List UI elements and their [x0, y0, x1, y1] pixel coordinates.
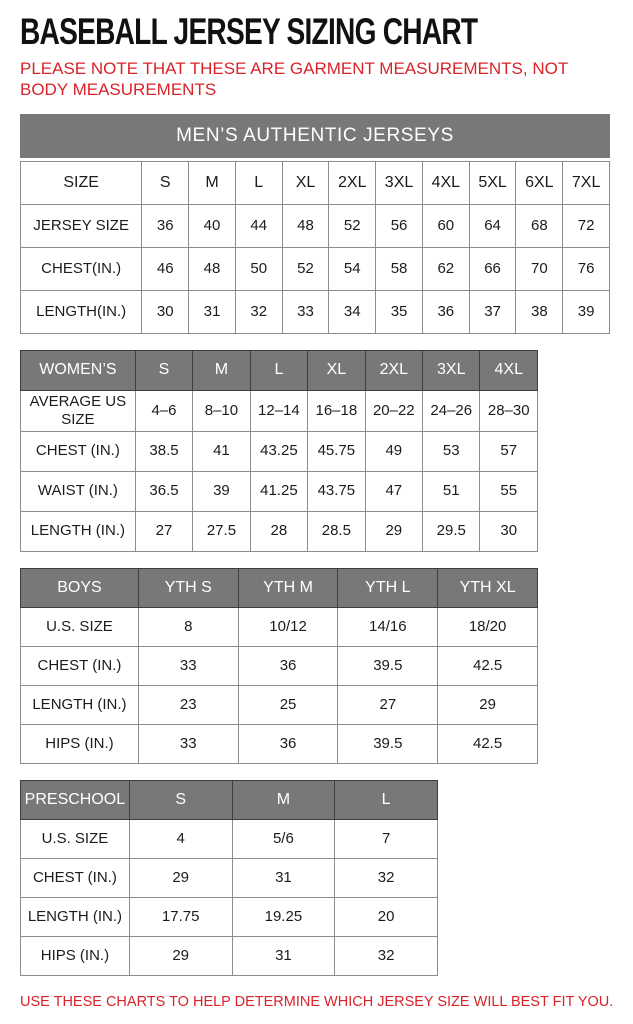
- mens-authentic-jerseys-banner: MEN’S AUTHENTIC JERSEYS: [20, 114, 610, 158]
- size-value-cell: 43.25: [250, 431, 307, 471]
- size-value-cell: 36: [238, 646, 338, 685]
- size-value-cell: 24–26: [423, 390, 480, 431]
- table-row: [21, 204, 610, 247]
- size-value-cell: 12–14: [250, 390, 307, 431]
- column-header: M: [193, 350, 250, 390]
- size-value-cell: 39: [193, 471, 250, 511]
- column-header: M: [189, 161, 236, 204]
- size-value-cell: 45.75: [308, 431, 365, 471]
- table-row: [21, 858, 438, 897]
- row-label: U.S. SIZE: [21, 607, 139, 646]
- size-value-cell: 48: [282, 204, 329, 247]
- size-value-cell: 49: [365, 431, 422, 471]
- size-value-cell: 20–22: [365, 390, 422, 431]
- size-value-cell: 34: [329, 290, 376, 333]
- column-header: YTH M: [238, 568, 338, 607]
- size-value-cell: 16–18: [308, 390, 365, 431]
- size-value-cell: 30: [480, 511, 538, 551]
- column-header: YTH L: [338, 568, 438, 607]
- table-title-cell: WOMEN’S: [21, 350, 136, 390]
- row-label: JERSEY SIZE: [21, 204, 142, 247]
- table-row: [21, 819, 438, 858]
- table-row: [21, 936, 438, 975]
- size-value-cell: 43.75: [308, 471, 365, 511]
- size-value-cell: 36.5: [135, 471, 192, 511]
- table-row: [21, 685, 538, 724]
- column-header: 2XL: [365, 350, 422, 390]
- size-value-cell: 44: [235, 204, 282, 247]
- table-row: [21, 290, 610, 333]
- size-value-cell: 25: [238, 685, 338, 724]
- row-label: LENGTH (IN.): [21, 511, 136, 551]
- size-value-cell: 57: [480, 431, 538, 471]
- size-value-cell: 41: [193, 431, 250, 471]
- size-value-cell: 8–10: [193, 390, 250, 431]
- size-value-cell: 29: [365, 511, 422, 551]
- size-value-cell: 32: [335, 936, 438, 975]
- size-value-cell: 60: [422, 204, 469, 247]
- size-value-cell: 52: [282, 247, 329, 290]
- size-value-cell: 54: [329, 247, 376, 290]
- row-label: U.S. SIZE: [21, 819, 130, 858]
- size-value-cell: 27: [338, 685, 438, 724]
- row-label: LENGTH (IN.): [21, 897, 130, 936]
- column-header: XL: [282, 161, 329, 204]
- size-value-cell: 40: [189, 204, 236, 247]
- column-header: 5XL: [469, 161, 516, 204]
- row-label: AVERAGE US SIZE: [21, 390, 136, 431]
- size-value-cell: 4–6: [135, 390, 192, 431]
- size-value-cell: 32: [235, 290, 282, 333]
- size-value-cell: 36: [238, 724, 338, 763]
- size-value-cell: 38: [516, 290, 563, 333]
- column-header: L: [250, 350, 307, 390]
- preschool-sizing-table: [20, 780, 438, 976]
- size-value-cell: 36: [422, 290, 469, 333]
- size-value-cell: 5/6: [232, 819, 335, 858]
- size-value-cell: 51: [423, 471, 480, 511]
- table-row: [21, 390, 538, 431]
- size-value-cell: 58: [376, 247, 423, 290]
- size-value-cell: 32: [335, 858, 438, 897]
- size-value-cell: 50: [235, 247, 282, 290]
- page-title-text: BASEBALL JERSEY SIZING CHART: [20, 11, 478, 52]
- table-row: [21, 511, 538, 551]
- row-label: CHEST (IN.): [21, 646, 139, 685]
- table-row: [21, 431, 538, 471]
- table-row: [21, 646, 538, 685]
- table-title-cell: BOYS: [21, 568, 139, 607]
- row-label: CHEST(IN.): [21, 247, 142, 290]
- column-header: S: [135, 350, 192, 390]
- table-row: [21, 471, 538, 511]
- size-value-cell: 31: [232, 858, 335, 897]
- size-value-cell: 18/20: [438, 607, 538, 646]
- size-value-cell: 39.5: [338, 724, 438, 763]
- column-header: 6XL: [516, 161, 563, 204]
- table-row: [21, 897, 438, 936]
- footer-note: USE THESE CHARTS TO HELP DETERMINE WHICH JERSEY SIZE WILL BEST FIT YOU.: [20, 993, 614, 1010]
- size-value-cell: 10/12: [238, 607, 338, 646]
- table-row: [21, 724, 538, 763]
- boys-sizing-table: [20, 568, 538, 764]
- row-label: LENGTH(IN.): [21, 290, 142, 333]
- size-value-cell: 8: [138, 607, 238, 646]
- mens-sizing-table: [20, 161, 610, 334]
- size-value-cell: 19.25: [232, 897, 335, 936]
- garment-measurement-note: PLEASE NOTE THAT THESE ARE GARMENT MEASUREMENTS, NOT BODY MEASUREMENTS: [20, 58, 568, 100]
- row-label: CHEST (IN.): [21, 431, 136, 471]
- row-label: HIPS (IN.): [21, 936, 130, 975]
- size-value-cell: 72: [563, 204, 610, 247]
- header-row: [21, 780, 438, 819]
- size-value-cell: 29.5: [423, 511, 480, 551]
- size-value-cell: 29: [438, 685, 538, 724]
- column-header: S: [129, 780, 232, 819]
- column-header: YTH XL: [438, 568, 538, 607]
- size-value-cell: 17.75: [129, 897, 232, 936]
- column-header: 4XL: [480, 350, 538, 390]
- size-value-cell: 39: [563, 290, 610, 333]
- size-value-cell: 41.25: [250, 471, 307, 511]
- size-value-cell: 29: [129, 936, 232, 975]
- size-value-cell: 56: [376, 204, 423, 247]
- size-value-cell: 37: [469, 290, 516, 333]
- table-title-cell: PRESCHOOL: [21, 780, 130, 819]
- size-value-cell: 28: [250, 511, 307, 551]
- size-value-cell: 27: [135, 511, 192, 551]
- column-header: M: [232, 780, 335, 819]
- size-value-cell: 35: [376, 290, 423, 333]
- table-title-cell: SIZE: [21, 161, 142, 204]
- column-header: L: [335, 780, 438, 819]
- row-label: WAIST (IN.): [21, 471, 136, 511]
- size-value-cell: 42.5: [438, 646, 538, 685]
- size-value-cell: 31: [232, 936, 335, 975]
- column-header: L: [235, 161, 282, 204]
- size-value-cell: 76: [563, 247, 610, 290]
- size-value-cell: 31: [189, 290, 236, 333]
- column-header: XL: [308, 350, 365, 390]
- size-value-cell: 33: [282, 290, 329, 333]
- column-header: 2XL: [329, 161, 376, 204]
- page-title: [20, 12, 610, 53]
- size-value-cell: 42.5: [438, 724, 538, 763]
- table-row: [21, 607, 538, 646]
- size-value-cell: 20: [335, 897, 438, 936]
- womens-sizing-table: [20, 350, 538, 552]
- size-value-cell: 38.5: [135, 431, 192, 471]
- column-header: 3XL: [376, 161, 423, 204]
- table-row: [21, 247, 610, 290]
- size-value-cell: 36: [142, 204, 189, 247]
- column-header: 3XL: [423, 350, 480, 390]
- column-header: 7XL: [563, 161, 610, 204]
- size-value-cell: 62: [422, 247, 469, 290]
- size-value-cell: 53: [423, 431, 480, 471]
- size-value-cell: 55: [480, 471, 538, 511]
- row-label: HIPS (IN.): [21, 724, 139, 763]
- size-value-cell: 4: [129, 819, 232, 858]
- size-value-cell: 28–30: [480, 390, 538, 431]
- size-value-cell: 39.5: [338, 646, 438, 685]
- size-value-cell: 33: [138, 724, 238, 763]
- column-header: 4XL: [422, 161, 469, 204]
- column-header: S: [142, 161, 189, 204]
- header-row: [21, 350, 538, 390]
- header-row: [21, 161, 610, 204]
- column-header: YTH S: [138, 568, 238, 607]
- row-label: CHEST (IN.): [21, 858, 130, 897]
- row-label: LENGTH (IN.): [21, 685, 139, 724]
- size-value-cell: 23: [138, 685, 238, 724]
- size-value-cell: 47: [365, 471, 422, 511]
- size-value-cell: 48: [189, 247, 236, 290]
- size-value-cell: 29: [129, 858, 232, 897]
- size-value-cell: 68: [516, 204, 563, 247]
- size-value-cell: 52: [329, 204, 376, 247]
- size-value-cell: 28.5: [308, 511, 365, 551]
- size-value-cell: 7: [335, 819, 438, 858]
- size-value-cell: 30: [142, 290, 189, 333]
- size-value-cell: 33: [138, 646, 238, 685]
- size-value-cell: 66: [469, 247, 516, 290]
- size-value-cell: 46: [142, 247, 189, 290]
- size-value-cell: 27.5: [193, 511, 250, 551]
- header-row: [21, 568, 538, 607]
- size-value-cell: 70: [516, 247, 563, 290]
- size-value-cell: 14/16: [338, 607, 438, 646]
- size-value-cell: 64: [469, 204, 516, 247]
